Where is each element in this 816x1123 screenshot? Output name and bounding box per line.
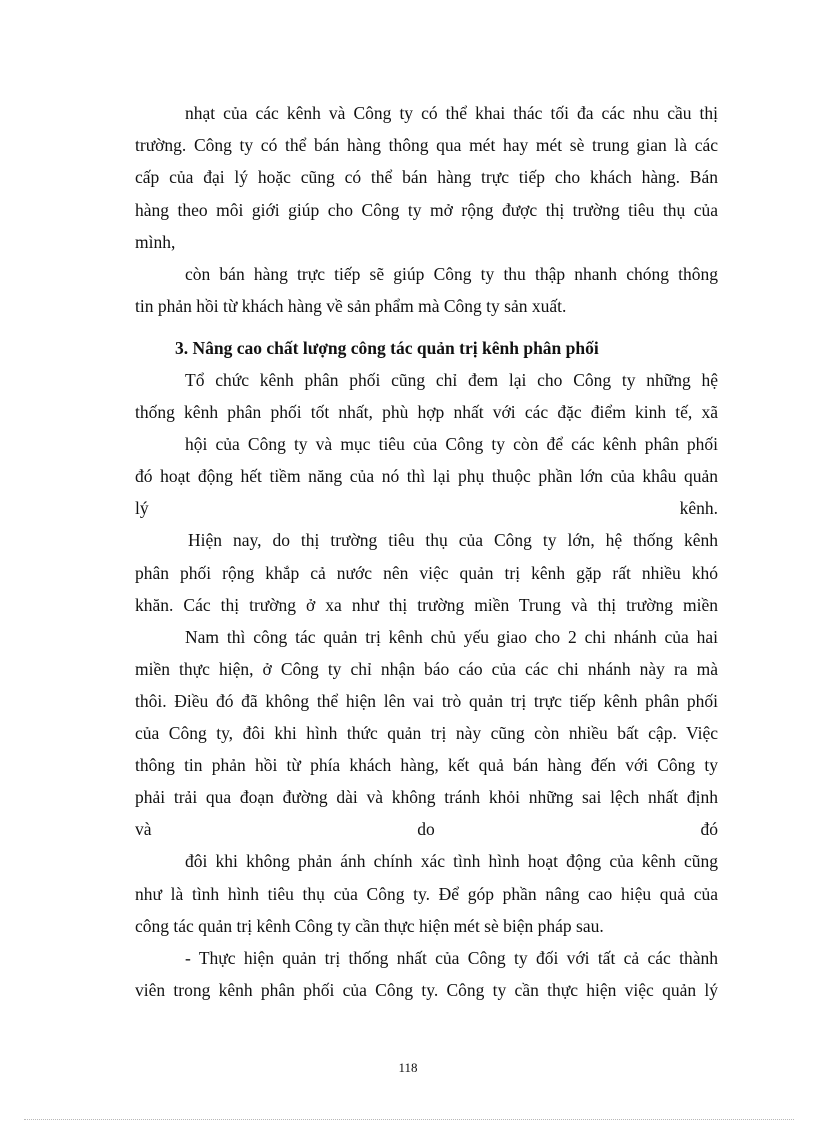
body-line-13: lý kênh. — [135, 498, 718, 518]
body-line-26: công tác quản trị kênh Công ty cần thực hiện mét sè biện pháp sau. — [135, 916, 604, 936]
body-line-18: miền thực hiện, ở Công ty chỉ nhận báo cáo của các chi nhánh này ra mà — [135, 659, 718, 679]
page-number: 118 — [398, 1060, 418, 1075]
body-line-4: hàng theo môi giới giúp cho Công ty mở rộng được thị trường tiêu thụ của — [135, 200, 718, 220]
body-line-21: thông tin phản hồi từ phía khách hàng, kết quả bán hàng đến với Công ty — [135, 755, 718, 775]
body-line-16: khăn. Các thị trường ở xa như thị trường miền Trung và thị trường miền — [135, 595, 718, 615]
body-line-9: Tổ chức kênh phân phối cũng chỉ đem lại cho Công ty những hệ — [185, 370, 718, 390]
body-line-23: và do đó — [135, 819, 718, 839]
body-line-11: hội của Công ty và mục tiêu của Công ty còn để các kênh phân phối — [185, 434, 718, 454]
body-line-27: - Thực hiện quản trị thống nhất của Công ty đối với tất cả các thành — [185, 948, 718, 968]
body-line-7: tin phản hồi từ khách hàng về sản phẩm mà Công ty sản xuất. — [135, 296, 567, 316]
body-line-12: đó hoạt động hết tiềm năng của nó thì lại phụ thuộc phần lớn của khâu quản — [135, 466, 718, 486]
section-heading: 3. Nâng cao chất lượng công tác quản trị kênh phân phối — [175, 338, 599, 358]
body-line-24: đôi khi không phản ánh chính xác tình hình hoạt động của kênh cũng — [185, 851, 718, 871]
body-line-6: còn bán hàng trực tiếp sẽ giúp Công ty thu thập nhanh chóng thông — [185, 264, 718, 284]
body-line-1: nhạt của các kênh và Công ty có thể khai thác tối đa các nhu cầu thị — [185, 103, 718, 123]
footer-divider — [24, 1119, 794, 1120]
body-line-10: thống kênh phân phối tốt nhất, phù hợp nhất với các đặc điểm kinh tế, xã — [135, 402, 718, 422]
body-line-25: như là tình hình tiêu thụ của Công ty. Để góp phần nâng cao hiệu quả của — [135, 884, 718, 904]
body-line-20: của Công ty, đôi khi hình thức quản trị này cũng còn nhiều bất cập. Việc — [135, 723, 718, 743]
body-line-14: Hiện nay, do thị trường tiêu thụ của Công ty lớn, hệ thống kênh — [188, 530, 718, 550]
body-line-3: cấp của đại lý hoặc cũng có thể bán hàng trực tiếp cho khách hàng. Bán — [135, 167, 718, 187]
body-line-2: trường. Công ty có thể bán hàng thông qua mét hay mét sè trung gian là các — [135, 135, 718, 155]
body-line-19: thôi. Điều đó đã không thể hiện lên vai trò quản trị trực tiếp kênh phân phối — [135, 691, 718, 711]
body-line-15: phân phối rộng khắp cả nước nên việc quản trị kênh gặp rất nhiều khó — [135, 563, 718, 583]
body-line-5: mình, — [135, 232, 176, 252]
body-line-17: Nam thì công tác quản trị kênh chủ yếu giao cho 2 chi nhánh của hai — [185, 627, 718, 647]
body-line-22: phải trải qua đoạn đường dài và không tránh khỏi những sai lệch nhất định — [135, 787, 718, 807]
body-line-28: viên trong kênh phân phối của Công ty. Công ty cần thực hiện việc quản lý — [135, 980, 718, 1000]
